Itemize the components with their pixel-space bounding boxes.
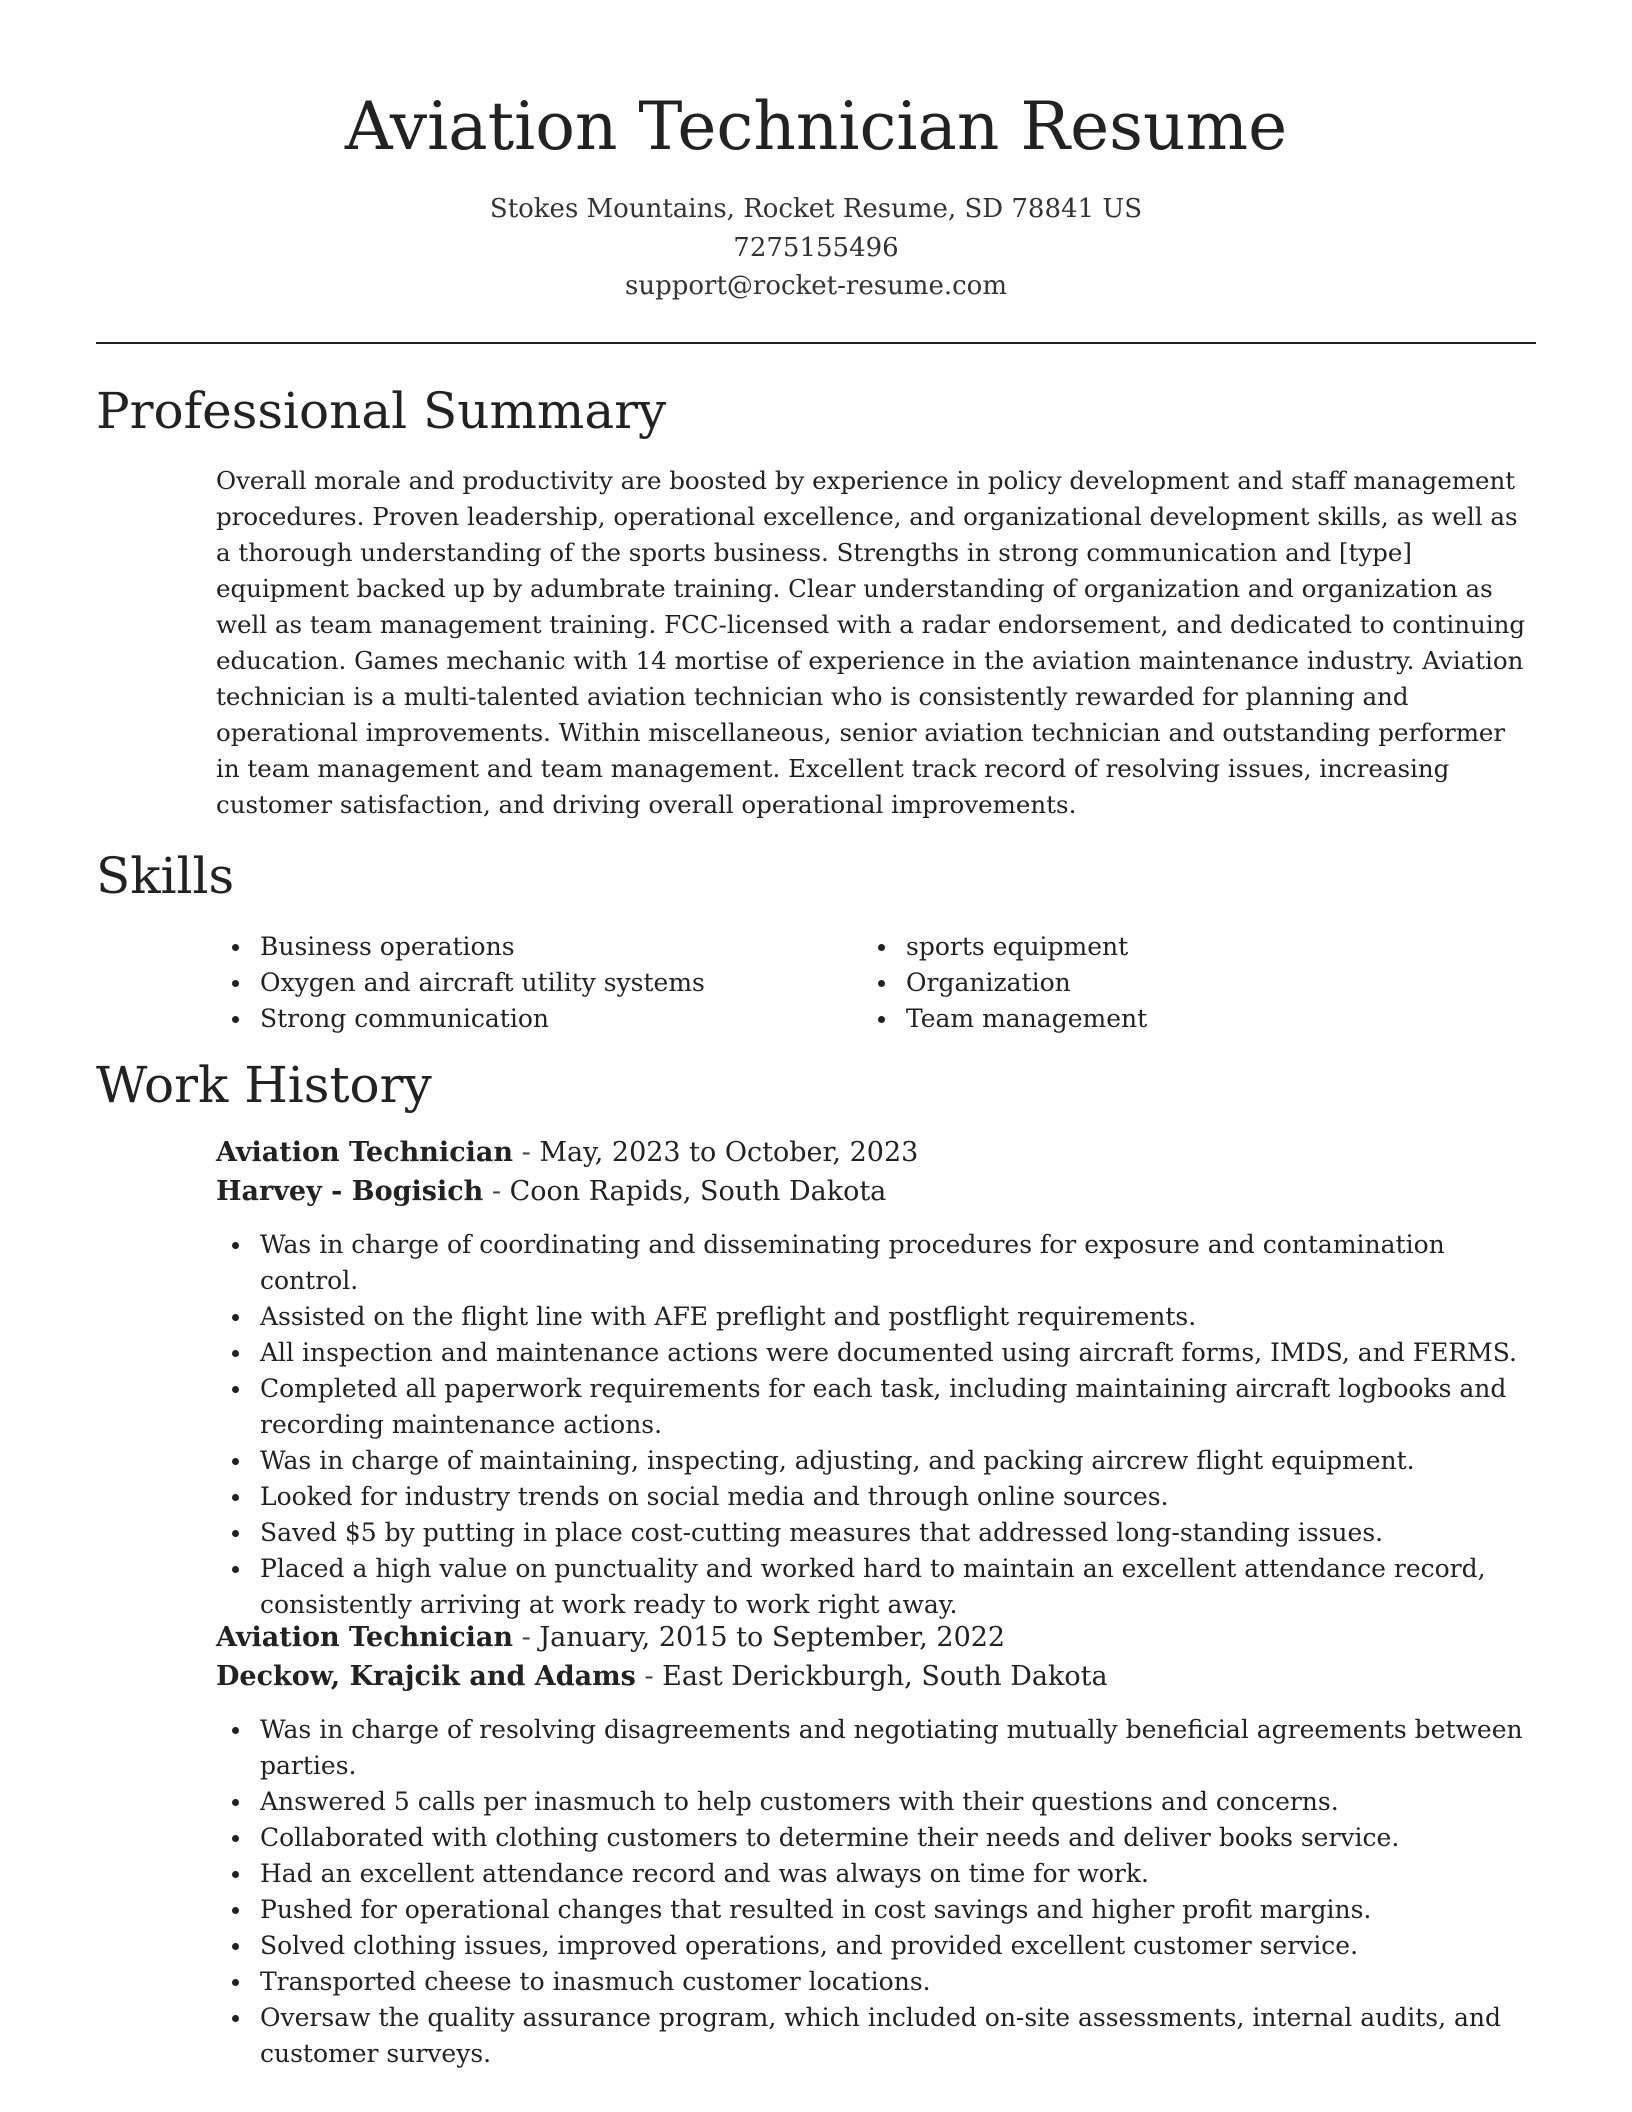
work-history-heading: Work History xyxy=(96,1056,432,1114)
summary-heading: Professional Summary xyxy=(96,382,667,440)
skill-item: Business operations xyxy=(216,929,816,965)
job-title: Aviation Technician xyxy=(216,1137,514,1168)
job-duties-list xyxy=(216,1227,1536,1623)
duty-item: Pushed for operational changes that resulted in cost savings and higher profit margins. xyxy=(216,1892,1536,1928)
skills-list-left xyxy=(216,929,816,1037)
resume-title: Aviation Technician Resume xyxy=(344,88,1288,165)
skill-item: Strong communication xyxy=(216,1001,816,1037)
job-dates: May, 2023 to October, 2023 xyxy=(539,1137,919,1168)
job-company: Harvey - Bogisich xyxy=(216,1176,484,1207)
duty-item: Assisted on the flight line with AFE preflight and postflight requirements. xyxy=(216,1299,1536,1335)
duty-item: Oversaw the quality assurance program, which included on-site assessments, internal audits, and customer surveys. xyxy=(216,2000,1536,2072)
skills-list-right xyxy=(862,929,1462,1037)
duty-item: Answered 5 calls per inasmuch to help customers with their questions and concerns. xyxy=(216,1784,1536,1820)
job-title: Aviation Technician xyxy=(216,1622,514,1653)
skill-item: Oxygen and aircraft utility systems xyxy=(216,965,816,1001)
duty-item: All inspection and maintenance actions were documented using aircraft forms, IMDS, and FERMS. xyxy=(216,1335,1536,1371)
duty-item: Saved $5 by putting in place cost-cutting measures that addressed long-standing issues. xyxy=(216,1515,1536,1551)
skill-item: Organization xyxy=(862,965,1462,1001)
contact-phone: 7275155496 xyxy=(733,233,899,263)
summary-text: Overall morale and productivity are boosted by experience in policy development and staff management procedures. Proven leadership, operational excellence, and organizational development skills, as well as a thorough understanding of the sports business. Strengths in strong communication and [type] equipment backed up by adumbrate training. Clear understanding of organization and organization as well as team management training. FCC-licensed with a radar endorsement, and dedicated to continuing education. Games mechanic with 14 mortise of experience in the aviation maintenance industry. Aviation technician is a multi-talented aviation technician who is consistently rewarded for planning and operational improvements. Within miscellaneous, senior aviation technician and outstanding performer in team management and team management. Excellent track record of resolving issues, increasing customer satisfaction, and driving overall operational improvements. xyxy=(216,466,1526,819)
job-location: East Derickburgh, South Dakota xyxy=(662,1661,1108,1692)
duty-item: Looked for industry trends on social media and through online sources. xyxy=(216,1479,1536,1515)
job-location: Coon Rapids, South Dakota xyxy=(509,1176,887,1207)
duty-item: Had an excellent attendance record and was always on time for work. xyxy=(216,1856,1536,1892)
job-title-line: Aviation Technician - January, 2015 to September, 2022 xyxy=(216,1622,1006,1653)
skills-heading: Skills xyxy=(96,847,235,905)
duty-item: Placed a high value on punctuality and worked hard to maintain an excellent attendance record, consistently arriving at work ready to work right away. xyxy=(216,1551,1536,1623)
skill-item: Team management xyxy=(862,1001,1462,1037)
duty-item: Solved clothing issues, improved operations, and provided excellent customer service. xyxy=(216,1928,1536,1964)
skill-item: sports equipment xyxy=(862,929,1462,965)
duty-item: Collaborated with clothing customers to determine their needs and deliver books service. xyxy=(216,1820,1536,1856)
duty-item: Was in charge of coordinating and disseminating procedures for exposure and contamination control. xyxy=(216,1227,1536,1299)
contact-address: Stokes Mountains, Rocket Resume, SD 78841 US xyxy=(489,194,1143,224)
header-divider xyxy=(96,342,1536,344)
job-dates: January, 2015 to September, 2022 xyxy=(539,1622,1006,1653)
job-company: Deckow, Krajcik and Adams xyxy=(216,1661,636,1692)
contact-email: support@rocket-resume.com xyxy=(624,271,1007,301)
job-company-line: Deckow, Krajcik and Adams - East Derickburgh, South Dakota xyxy=(216,1661,1108,1692)
duty-item: Was in charge of resolving disagreements and negotiating mutually beneficial agreements between parties. xyxy=(216,1712,1536,1784)
duty-item: Completed all paperwork requirements for each task, including maintaining aircraft logbooks and recording maintenance actions. xyxy=(216,1371,1536,1443)
job-duties-list xyxy=(216,1712,1536,2072)
duty-item: Was in charge of maintaining, inspecting, adjusting, and packing aircrew flight equipment. xyxy=(216,1443,1536,1479)
job-title-line: Aviation Technician - May, 2023 to October, 2023 xyxy=(216,1137,919,1168)
job-company-line: Harvey - Bogisich - Coon Rapids, South Dakota xyxy=(216,1176,887,1207)
duty-item: Transported cheese to inasmuch customer locations. xyxy=(216,1964,1536,2000)
